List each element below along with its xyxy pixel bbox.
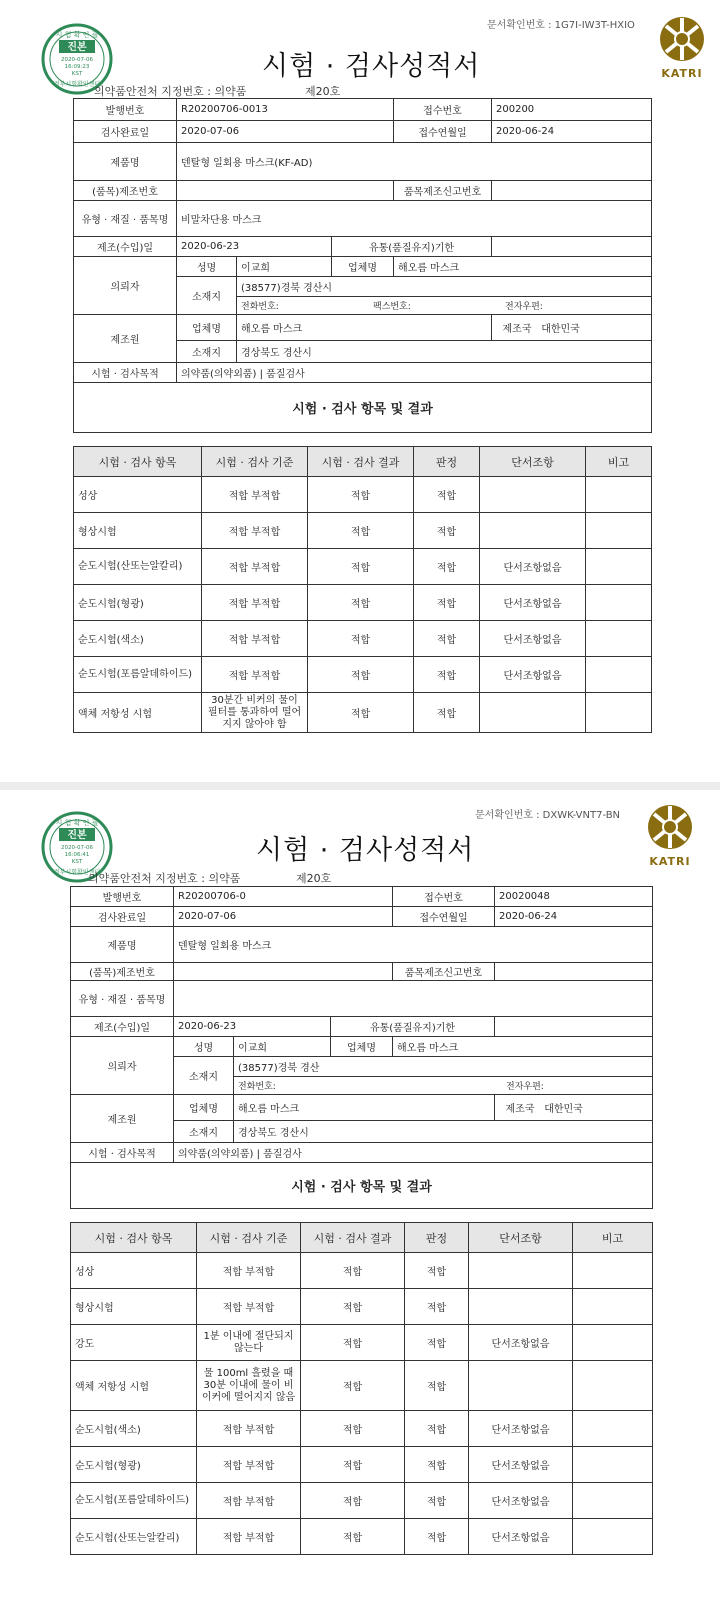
header-judgment: 판정: [414, 447, 480, 477]
issue-no-value: R20200706-0: [174, 887, 393, 907]
expiry-value: [492, 237, 652, 257]
svg-text:정부시험확인센터: 정부시험확인센터: [53, 81, 101, 88]
mfg-no-label: (품목)제조번호: [74, 181, 177, 201]
maker-company-value: 해오름 마스크: [234, 1095, 495, 1121]
header-criteria: 시험 · 검사 기준: [197, 1223, 301, 1253]
svg-text:2020-07-06: 2020-07-06: [61, 57, 93, 63]
table-row: 성상 적합 부적합 적합 적합: [71, 1253, 653, 1289]
client-name-label: 성명: [174, 1037, 234, 1057]
designation-number-2: 의약품안전처 지정번호 : 의약품: [88, 872, 241, 885]
header-note: 비고: [586, 447, 652, 477]
maker-country-cell: 제조국 대한민국: [495, 1095, 653, 1121]
header-criteria: 시험 · 검사 기준: [202, 447, 308, 477]
info-table-2: [70, 886, 653, 1209]
svg-text:정부시험확인센터: 정부시험확인센터: [53, 869, 101, 876]
maker-address-label: 소재지: [174, 1121, 234, 1143]
table-row: 순도시험(형광) 적합 부적합 적합 적합 단서조항없음: [71, 1447, 653, 1483]
client-contact-row: 전화번호: 팩스번호: 전자우편:: [237, 297, 652, 315]
product-label: 제품명: [71, 927, 174, 963]
table-row: 순도시험(형광) 적합 부적합 적합 적합 단서조항없음: [74, 585, 652, 621]
purpose-value: 의약품(의약외품) | 품질검사: [177, 363, 652, 383]
client-label: 의뢰자: [71, 1037, 174, 1095]
expiry-label: 유통(품질유지)기한: [332, 237, 492, 257]
results-section-title: 시험 · 검사 항목 및 결과: [71, 1163, 653, 1209]
maker-label: 제조원: [71, 1095, 174, 1143]
header-note: 비고: [573, 1223, 653, 1253]
issue-no-value: R20200706-0013: [177, 99, 394, 121]
client-company-label: 업체명: [332, 257, 394, 277]
maker-address-label: 소재지: [177, 341, 237, 363]
mfg-no-value: [177, 181, 394, 201]
header-item: 시험 · 검사 항목: [71, 1223, 197, 1253]
maker-country-cell: 제조국 대한민국: [492, 315, 652, 341]
issue-no-label: 발행번호: [71, 887, 174, 907]
mfg-date-label: 제조(수입)일: [74, 237, 177, 257]
mfg-date-value: 2020-06-23: [174, 1017, 331, 1037]
report-no-label: 품목제조신고번호: [393, 963, 495, 981]
results-section-title: 시험 · 검사 항목 및 결과: [74, 383, 652, 433]
type-label: 유형 · 재질 · 품목명: [74, 201, 177, 237]
results-table-2: [70, 1222, 653, 1555]
completed-value: 2020-07-06: [174, 907, 393, 927]
maker-company-value: 해오름 마스크: [237, 315, 492, 341]
katri-logo-icon: [640, 802, 700, 852]
katri-logo-icon: [652, 14, 712, 64]
type-value: [174, 981, 653, 1017]
page-title: 시험 · 검사성적서: [262, 51, 481, 82]
table-row: 형상시험 적합 부적합 적합 적합: [74, 513, 652, 549]
client-name-value: 이교희: [234, 1037, 331, 1057]
receipt-no-label: 접수번호: [393, 887, 495, 907]
mfg-no-value: [174, 963, 393, 981]
svg-text:시 험 확 인 필: 시 험 확 인 필: [55, 819, 99, 827]
table-row: 강도 1분 이내에 절단되지 않는다 적합 적합 단서조항없음: [71, 1325, 653, 1361]
receipt-no-label: 접수번호: [394, 99, 492, 121]
report-no-value: [495, 963, 653, 981]
header-judgment: 판정: [405, 1223, 469, 1253]
purpose-label: 시험 · 검사목적: [71, 1143, 174, 1163]
header-proviso: 단서조항: [480, 447, 586, 477]
purpose-value: 의약품(의약외품) | 품질검사: [174, 1143, 653, 1163]
header-item: 시험 · 검사 항목: [74, 447, 202, 477]
table-row: 순도시험(색소) 적합 부적합 적합 적합 단서조항없음: [74, 621, 652, 657]
mfg-no-label: (품목)제조번호: [71, 963, 174, 981]
product-value: 덴탈형 일회용 마스크(KF-AD): [177, 143, 652, 181]
header-result: 시험 · 검사 결과: [301, 1223, 405, 1253]
page-title-2: 시험 · 검사성적서: [256, 835, 475, 866]
mfg-date-label: 제조(수입)일: [71, 1017, 174, 1037]
receipt-date-label: 접수연월일: [393, 907, 495, 927]
completed-label: 검사완료일: [71, 907, 174, 927]
maker-label: 제조원: [74, 315, 177, 363]
svg-text:진본: 진본: [67, 830, 87, 841]
svg-text:KST: KST: [71, 859, 83, 865]
client-company-label: 업체명: [331, 1037, 393, 1057]
table-row: 성상 적합 부적합 적합 적합: [74, 477, 652, 513]
info-table: [73, 98, 652, 433]
designation-number: 의약품안전처 지정번호 : 의약품: [94, 85, 247, 98]
maker-company-label: 업체명: [174, 1095, 234, 1121]
doc-check-number: 문서확인번호 : 1G7I-IW3T-HXIO: [487, 20, 635, 31]
product-label: 제품명: [74, 143, 177, 181]
table-row: 액체 저항성 시험 30분간 비커의 물이 필터를 통과하여 떨어지지 않아야 함 적합 적합: [74, 693, 652, 733]
client-address-value: (38577)경북 경산: [234, 1057, 653, 1077]
client-contact-row: 전화번호: 전자우편:: [234, 1077, 653, 1095]
table-row: 순도시험(산또는알칼리) 적합 부적합 적합 적합 단서조항없음: [71, 1519, 653, 1555]
maker-company-label: 업체명: [177, 315, 237, 341]
katri-logo-2: KATRI: [640, 802, 700, 868]
designation-suffix: 제20호: [305, 85, 341, 98]
completed-value: 2020-07-06: [177, 121, 394, 143]
svg-text:16:09:23: 16:09:23: [64, 64, 90, 70]
svg-text:KST: KST: [71, 71, 83, 77]
client-label: 의뢰자: [74, 257, 177, 315]
client-company-value: 해오름 마스크: [393, 1037, 653, 1057]
type-value: 비말차단용 마스크: [177, 201, 652, 237]
client-address-label: 소재지: [177, 277, 237, 315]
issue-no-label: 발행번호: [74, 99, 177, 121]
certificate-page-1: [0, 0, 720, 782]
svg-text:2020-07-06: 2020-07-06: [61, 845, 93, 851]
completed-label: 검사완료일: [74, 121, 177, 143]
header-result: 시험 · 검사 결과: [308, 447, 414, 477]
svg-text:진본: 진본: [67, 42, 87, 53]
purpose-label: 시험 · 검사목적: [74, 363, 177, 383]
expiry-label: 유통(품질유지)기한: [331, 1017, 495, 1037]
table-row: 순도시험(포름알데하이드) 적합 부적합 적합 적합 단서조항없음: [74, 657, 652, 693]
table-row: 순도시험(산또는알칼리) 적합 부적합 적합 적합 단서조항없음: [74, 549, 652, 585]
table-row: 형상시험 적합 부적합 적합 적합: [71, 1289, 653, 1325]
maker-address-value: 경상북도 경산시: [237, 341, 652, 363]
receipt-date-label: 접수연월일: [394, 121, 492, 143]
receipt-date-value: 2020-06-24: [495, 907, 653, 927]
doc-check-number-2: 문서확인번호 : DXWK-VNT7-BN: [475, 810, 621, 821]
table-row: 액체 저항성 시험 물 100ml 흘렸을 때 30분 이내에 물이 비이커에 떨어지지 않음 적합 적합: [71, 1361, 653, 1411]
type-label: 유형 · 재질 · 품목명: [71, 981, 174, 1017]
receipt-no-value: 200200: [492, 99, 652, 121]
client-name-label: 성명: [177, 257, 237, 277]
table-row: 순도시험(포름알데하이드) 적합 부적합 적합 적합 단서조항없음: [71, 1483, 653, 1519]
client-address-value: (38577)경북 경산시: [237, 277, 652, 297]
svg-text:시 험 확 인 필: 시 험 확 인 필: [55, 31, 99, 39]
mfg-date-value: 2020-06-23: [177, 237, 332, 257]
client-company-value: 해오름 마스크: [394, 257, 652, 277]
table-row: 순도시험(색소) 적합 부적합 적합 적합 단서조항없음: [71, 1411, 653, 1447]
product-value: 덴탈형 일회용 마스크: [174, 927, 653, 963]
katri-logo: KATRI: [652, 14, 712, 80]
report-no-value: [492, 181, 652, 201]
certificate-page-2: [0, 790, 720, 1620]
client-address-label: 소재지: [174, 1057, 234, 1095]
designation-suffix-2: 제20호: [296, 872, 332, 885]
svg-text:16:06:41: 16:06:41: [64, 852, 90, 858]
client-name-value: 이교희: [237, 257, 332, 277]
results-table: [73, 446, 652, 733]
header-proviso: 단서조항: [469, 1223, 573, 1253]
maker-address-value: 경상북도 경산시: [234, 1121, 653, 1143]
report-no-label: 품목제조신고번호: [394, 181, 492, 201]
expiry-value: [495, 1017, 653, 1037]
receipt-no-value: 20020048: [495, 887, 653, 907]
receipt-date-value: 2020-06-24: [492, 121, 652, 143]
